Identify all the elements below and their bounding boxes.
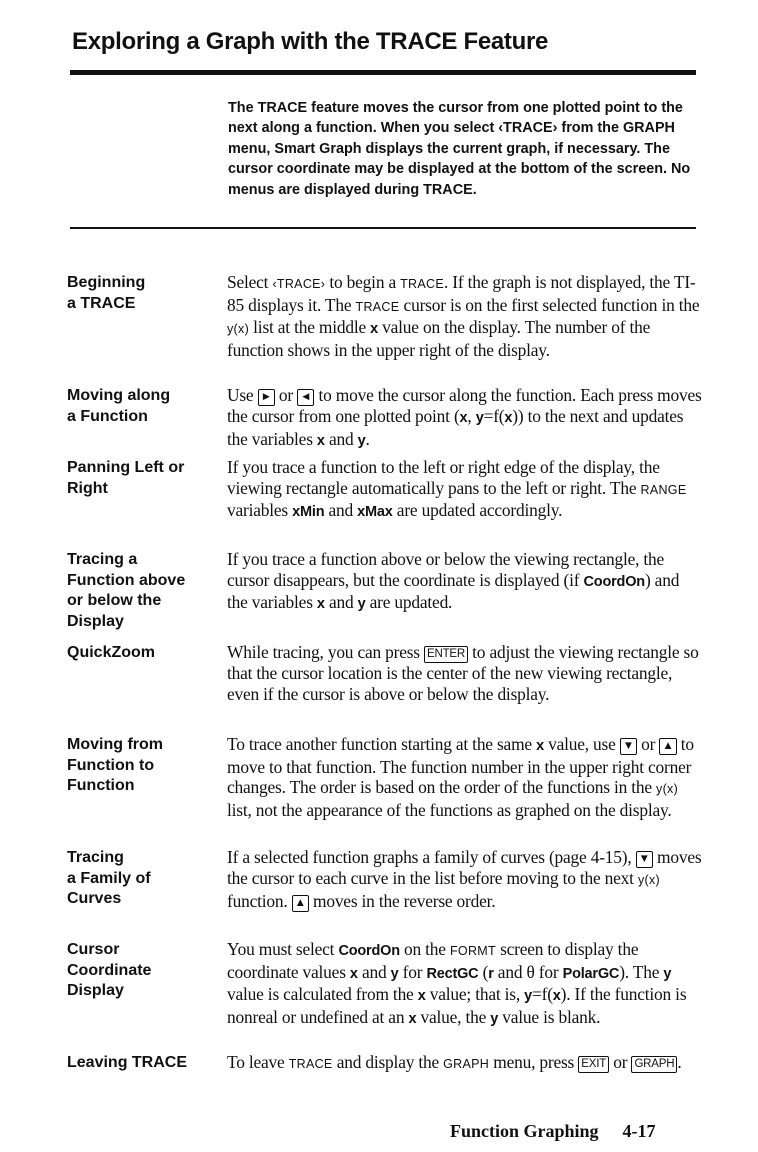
down-arrow-key-icon: ▼ xyxy=(620,738,637,755)
section-heading: Tracing a Function above or below the Display xyxy=(67,551,186,630)
section-body: To leave TRACE and display the GRAPH menu, press EXIT or GRAPH . xyxy=(227,1052,682,1072)
section-heading: Cursor Coordinate Display xyxy=(67,941,152,999)
left-arrow-key-icon: ◄ xyxy=(297,389,314,406)
footer-section-title: Function Graphing xyxy=(450,1121,599,1141)
page-title: Exploring a Graph with the TRACE Feature xyxy=(72,28,549,55)
right-arrow-key-icon: ► xyxy=(258,389,275,406)
down-arrow-key-icon: ▼ xyxy=(636,851,653,868)
section-heading: Beginning a TRACE xyxy=(67,274,146,312)
section-body: While tracing, you can press ENTER to adjust the viewing rectangle so that the cursor location is the center of the new viewing rectangle, even if the cursor is above or below the display. xyxy=(227,642,699,704)
enter-key-icon: ENTER xyxy=(424,646,468,663)
section-body: Use ► or ◄ to move the cursor along the function. Each press moves the cursor from one plotted point (x, y=f(x)) to the next and updates the variables x and y. xyxy=(227,385,702,449)
page-footer xyxy=(450,1121,656,1142)
exit-key-icon: EXIT xyxy=(578,1056,609,1073)
section-body: To trace another function starting at the same x value, use ▼ or ▲ to move to that function. The function number in the upper right corner changes. The order is based on the order of the functions in the y(x) list, not the appearance of the functions as graphed on the display. xyxy=(227,734,694,820)
page-number: 4-17 xyxy=(622,1121,656,1141)
title-rule xyxy=(70,70,696,75)
intro-paragraph: The TRACE feature moves the cursor from one plotted point to the next along a function. When you select ‹TRACE› from the GRAPH menu, Smart Graph displays the current graph, if necessary. The cursor coordinate may be displayed at the bottom of the screen. No menus are displayed during TRACE. xyxy=(228,100,691,198)
section-body: If you trace a function above or below the viewing rectangle, the cursor disappears, but the coordinate is displayed (if CoordOn) and the variables x and y are updated. xyxy=(227,549,680,613)
section-heading: Leaving TRACE xyxy=(67,1054,188,1071)
up-arrow-key-icon: ▲ xyxy=(659,738,676,755)
section-body: If a selected function graphs a family of curves (page 4-15), ▼ moves the cursor to each curve in the list before moving to the next y(x) function. ▲ moves in the reverse order. xyxy=(227,847,702,911)
section-body: If you trace a function to the left or right edge of the display, the viewing rectangle automatically pans to the left or right. The RANGE variables xMin and xMax are updated accordingly. xyxy=(227,457,687,521)
section-heading: QuickZoom xyxy=(67,644,156,661)
section-body: Select ‹TRACE› to begin a TRACE. If the graph is not displayed, the TI-85 displays it. The TRACE cursor is on the first selected function in the y(x) list at the middle x value on the display. The number of the function shows in the upper right of the display. xyxy=(227,272,700,360)
up-arrow-key-icon: ▲ xyxy=(292,895,309,912)
intro-rule xyxy=(70,227,696,229)
graph-key-icon: GRAPH xyxy=(631,1056,677,1073)
section-body: You must select CoordOn on the FORMT screen to display the coordinate values x and y for RectGC (r and θ for PolarGC). The y value is calculated from the x value; that is, y=f(x). If the function is nonreal or undefined at an x value, the y value is blank. xyxy=(227,939,687,1027)
section-heading: Tracing a Family of Curves xyxy=(67,849,151,907)
section-heading: Moving from Function to Function xyxy=(67,736,163,794)
section-heading: Moving along a Function xyxy=(67,387,171,425)
section-heading: Panning Left or Right xyxy=(67,459,185,497)
